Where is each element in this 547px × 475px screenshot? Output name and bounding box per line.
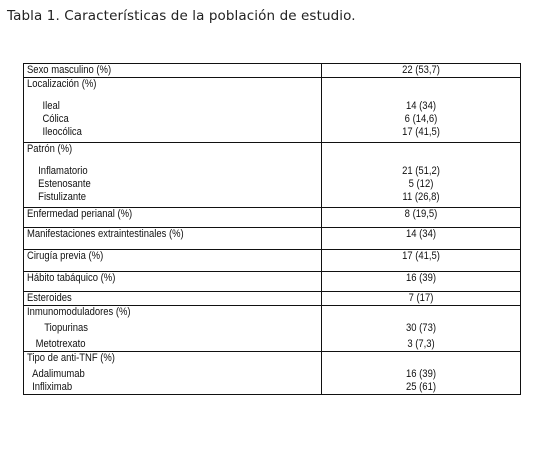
sub-item-value: 25 (61) xyxy=(406,381,436,393)
row-value-cell xyxy=(322,272,521,292)
row-value: 17 (41,5) xyxy=(402,250,440,262)
sub-item-label: Ileocólica xyxy=(42,126,82,138)
table-row xyxy=(24,250,521,272)
row-value-cell xyxy=(322,228,521,250)
table-row xyxy=(24,272,521,292)
row-label: Sexo masculino (%) xyxy=(27,64,112,76)
sub-item-label: Tiopurinas xyxy=(44,322,89,334)
row-label: Esteroides xyxy=(27,292,72,304)
row-value-cell xyxy=(322,306,521,352)
table-row xyxy=(24,352,521,395)
row-value: 22 (53,7) xyxy=(402,64,440,76)
sub-item-value: 5 (12) xyxy=(408,178,434,190)
sub-item-value: 17 (41,5) xyxy=(402,126,440,138)
table-row xyxy=(24,143,521,208)
row-value-cell xyxy=(322,64,521,78)
table-row xyxy=(24,78,521,143)
row-label-cell xyxy=(24,306,322,352)
row-value: 16 (39) xyxy=(406,272,436,284)
row-value-cell xyxy=(322,208,521,228)
row-value: 7 (17) xyxy=(408,292,434,304)
row-label-cell xyxy=(24,143,322,208)
row-label-cell xyxy=(24,250,322,272)
row-label: Cirugía previa (%) xyxy=(27,250,104,262)
row-value-cell xyxy=(322,292,521,306)
sub-item-label: Infliximab xyxy=(32,381,73,393)
sub-item-label: Estenosante xyxy=(38,178,91,190)
sub-item-value: 16 (39) xyxy=(406,368,436,380)
row-label-cell xyxy=(24,228,322,250)
table-row xyxy=(24,228,521,250)
table-row xyxy=(24,208,521,228)
sub-item-value: 30 (73) xyxy=(406,322,436,334)
row-label-cell xyxy=(24,64,322,78)
row-label-cell xyxy=(24,272,322,292)
row-value-cell xyxy=(322,352,521,395)
row-value: 14 (34) xyxy=(406,228,436,240)
sub-item-label: Cólica xyxy=(42,113,69,125)
row-label: Hábito tabáquico (%) xyxy=(27,272,116,284)
sub-item-value: 6 (14,6) xyxy=(404,113,438,125)
sub-item-value: 14 (34) xyxy=(406,100,436,112)
row-label: Manifestaciones extraintestinales (%) xyxy=(27,228,184,240)
table-row xyxy=(24,292,521,306)
sub-item-label: Fistulizante xyxy=(38,191,87,203)
table-row xyxy=(24,64,521,78)
row-label-cell xyxy=(24,292,322,306)
sub-item-value: 11 (26,8) xyxy=(402,191,440,203)
sub-item-label: Inflamatorio xyxy=(38,165,88,177)
sub-item-label: Ileal xyxy=(42,100,60,112)
row-label-cell xyxy=(24,208,322,228)
sub-item-label: Metotrexato xyxy=(35,338,86,350)
group-label: Inmunomoduladores (%) xyxy=(27,306,131,318)
row-label-cell xyxy=(24,352,322,395)
sub-item-label: Adalimumab xyxy=(32,368,85,380)
table-row xyxy=(24,306,521,352)
group-label: Localización (%) xyxy=(27,78,97,90)
row-label: Enfermedad perianal (%) xyxy=(27,208,133,220)
row-label-cell xyxy=(24,78,322,143)
row-value: 8 (19,5) xyxy=(404,208,438,220)
group-label: Patrón (%) xyxy=(27,143,73,155)
row-value-cell xyxy=(322,143,521,208)
sub-item-value: 21 (51,2) xyxy=(402,165,440,177)
sub-item-value: 3 (7,3) xyxy=(407,338,435,350)
characteristics-table xyxy=(23,63,521,395)
group-label: Tipo de anti-TNF (%) xyxy=(27,352,115,364)
row-value-cell xyxy=(322,78,521,143)
table-caption: Tabla 1. Características de la población de estudio. xyxy=(7,8,356,24)
row-value-cell xyxy=(322,250,521,272)
